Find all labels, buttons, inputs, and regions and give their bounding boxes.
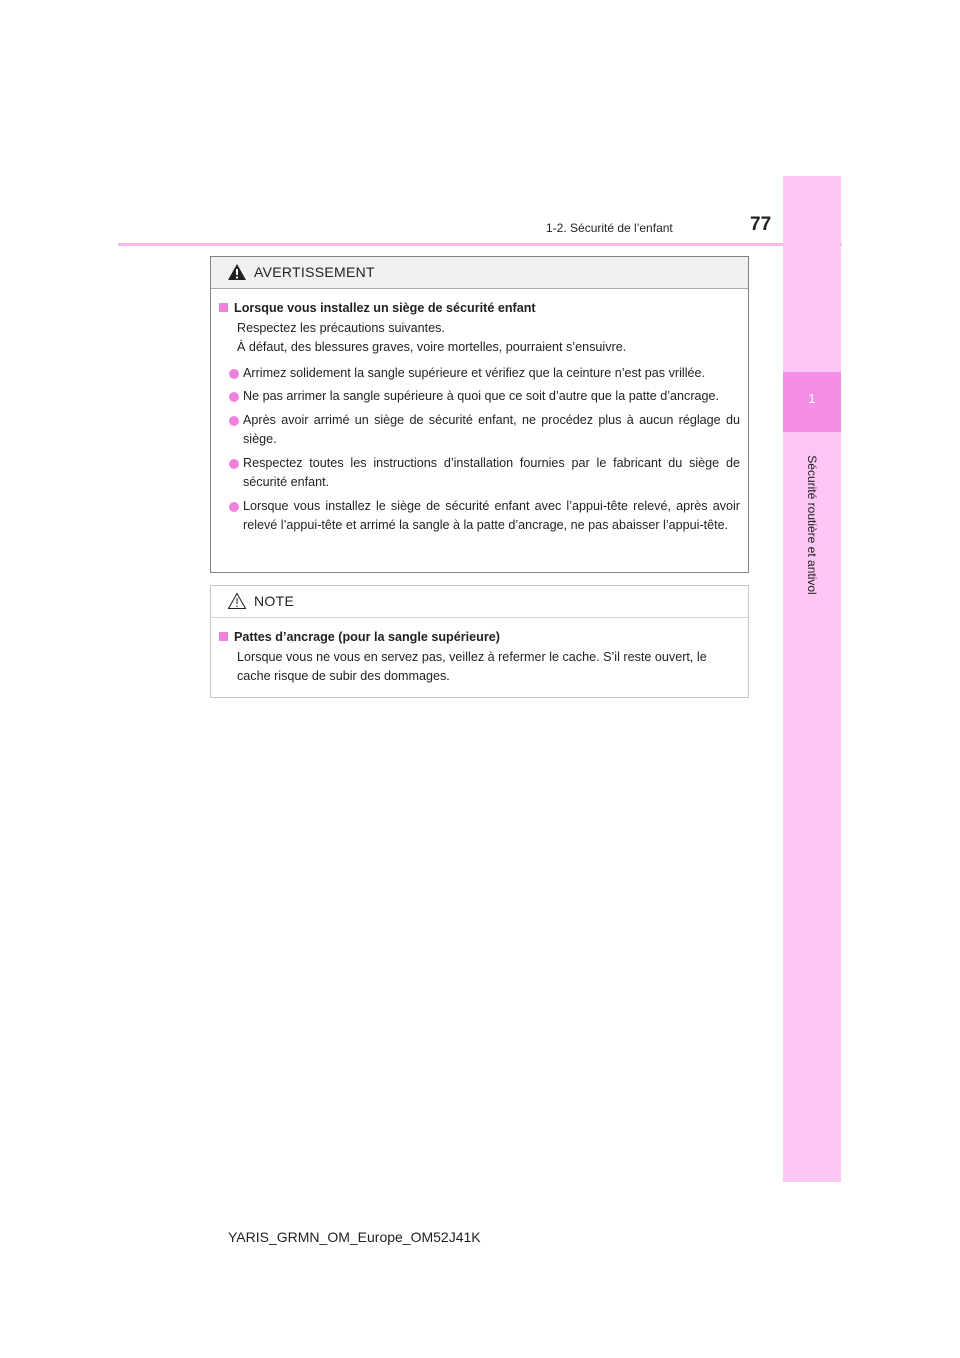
warning-bullet-list bbox=[219, 364, 740, 536]
list-item bbox=[219, 364, 740, 384]
note-box-header bbox=[211, 586, 748, 618]
note-title: NOTE bbox=[254, 593, 295, 609]
warning-intro-line-2: À défaut, des blessures graves, voire mortelles, pourraient s’ensuivre. bbox=[237, 340, 627, 354]
header-rule bbox=[118, 243, 842, 246]
warning-box-header bbox=[211, 257, 748, 289]
square-bullet-icon bbox=[219, 632, 228, 641]
document-code: YARIS_GRMN_OM_Europe_OM52J41K bbox=[228, 1229, 481, 1245]
bullet-text: Après avoir arrimé un siège de sécurité enfant, ne procédez plus à aucun réglage du siège. bbox=[243, 412, 740, 446]
caution-triangle-icon bbox=[227, 592, 247, 610]
list-item bbox=[219, 497, 740, 536]
warning-intro-line-1: Respectez les précautions suivantes. bbox=[237, 320, 445, 335]
bullet-dot-icon bbox=[229, 416, 239, 426]
square-bullet-icon bbox=[219, 303, 228, 312]
page-number: 77 bbox=[750, 214, 772, 235]
warning-box bbox=[210, 256, 749, 573]
note-body bbox=[211, 618, 748, 687]
note-text: Lorsque vous ne vous en servez pas, veillez à refermer le cache. S’il reste ouvert, le cache risque de subir des dommages. bbox=[237, 649, 707, 683]
bullet-text: Arrimez solidement la sangle supérieure et vérifiez que la ceinture n’est pas vrillée. bbox=[243, 365, 705, 380]
chapter-number: 1 bbox=[808, 391, 816, 406]
bullet-dot-icon bbox=[229, 459, 239, 469]
warning-body bbox=[211, 289, 748, 536]
note-heading bbox=[219, 628, 740, 648]
bullet-dot-icon bbox=[229, 369, 239, 379]
warning-heading-text: Lorsque vous installez un siège de sécurité enfant bbox=[234, 301, 536, 315]
note-box bbox=[210, 585, 749, 698]
section-title: 1-2. Sécurité de l’enfant bbox=[546, 221, 673, 235]
bullet-dot-icon bbox=[229, 392, 239, 402]
chapter-side-tab bbox=[783, 176, 841, 1182]
list-item bbox=[219, 454, 740, 493]
warning-triangle-icon bbox=[227, 263, 247, 281]
list-item bbox=[219, 387, 740, 407]
note-heading-text: Pattes d’ancrage (pour la sangle supérieure) bbox=[234, 630, 500, 644]
warning-title: AVERTISSEMENT bbox=[254, 264, 375, 280]
warning-heading bbox=[219, 299, 740, 319]
chapter-title: Sécurité routière et antivol bbox=[805, 455, 819, 595]
list-item bbox=[219, 411, 740, 450]
bullet-text: Ne pas arrimer la sangle supérieure à quoi que ce soit d’autre que la patte d’ancrage. bbox=[243, 389, 720, 403]
bullet-dot-icon bbox=[229, 502, 239, 512]
bullet-text: Respectez toutes les instructions d’installation fournies par le fabricant du siège de sécurité enfant. bbox=[243, 455, 740, 489]
bullet-text: Lorsque vous installez le siège de sécurité enfant avec l’appui-tête relevé, après avoir relevé l’appui-tête et arrimé la sangle à la patte d’ancrage, ne pas abaisser l’appui-tête. bbox=[243, 498, 740, 532]
